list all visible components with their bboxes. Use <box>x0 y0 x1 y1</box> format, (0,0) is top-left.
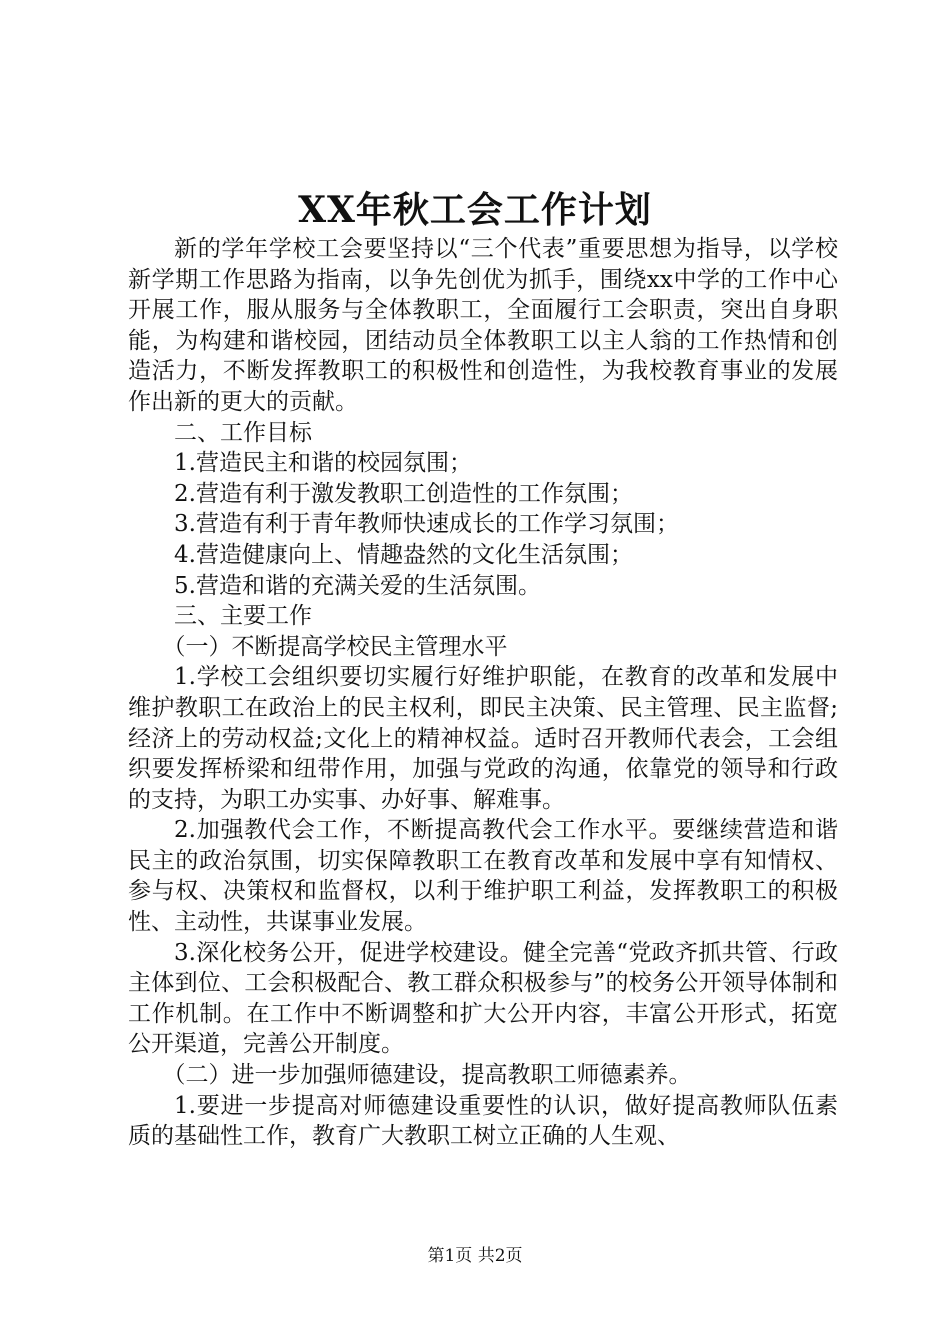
document-title: XX年秋工会工作计划 <box>298 189 652 231</box>
subsection-heading: （二）进一步加强师德建设，提高教职工师德素养。 <box>162 1062 692 1089</box>
document-body <box>128 234 838 1152</box>
section-heading-goals: 二、工作目标 <box>174 419 312 446</box>
section-heading-main-work: 三、主要工作 <box>174 603 312 630</box>
subsection-heading: （一）不断提高学校民主管理水平 <box>162 633 508 660</box>
body-paragraph: 1.要进一步提高对师德建设重要性的认识，做好提高教师队伍素质的基础性工作，教育广大教职工树立正确的人生观、 <box>128 1092 838 1150</box>
body-paragraph: 1.学校工会组织要切实履行好维护职能，在教育的改革和发展中维护教职工在政治上的民主权利，即民主决策、民主管理、民主监督;经济上的劳动权益;文化上的精神权益。适时召开教师代表会，工会组织要发挥桥梁和纽带作用，加强与党政的沟通，依靠党的领导和行政的支持，为职工办实事、办好事、解难事。 <box>128 664 838 813</box>
body-paragraph: 3.深化校务公开，促进学校建设。健全完善“党政齐抓共管、行政主体到位、工会积极配合、教工群众积极参与”的校务公开领导体制和工作机制。在工作中不断调整和扩大公开内容，丰富公开形式，拓宽公开渠道，完善公开制度。 <box>128 939 838 1058</box>
page-footer: 第1页 共2页 <box>427 1246 523 1266</box>
body-paragraph: 2.加强教代会工作，不断提高教代会工作水平。要继续营造和谐民主的政治氛围，切实保障教职工在教育改革和发展中享有知情权、参与权、决策权和监督权，以利于维护职工利益，发挥教职工的积极性、主动性，共谋事业发展。 <box>128 817 838 936</box>
goal-item: 1.营造民主和谐的校园氛围； <box>174 450 472 477</box>
goal-item: 2.营造有利于激发教职工创造性的工作氛围； <box>174 480 633 507</box>
goal-item: 5.营造和谐的充满关爱的生活氛围。 <box>174 572 541 599</box>
intro-paragraph: 新的学年学校工会要坚持以“三个代表”重要思想为指导，以学校新学期工作思路为指南，以争先创优为抓手，围绕xx中学的工作中心开展工作，服从服务与全体教职工，全面履行工会职责，突出自身职能，为构建和谐校园，团结动员全体教职工以主人翁的工作热情和创造活力，不断发挥教职工的积极性和创造性，为我校教育事业的发展作出新的更大的贡献。 <box>128 236 838 415</box>
goal-item: 4.营造健康向上、情趣盎然的文化生活氛围； <box>174 541 633 568</box>
goal-item: 3.营造有利于青年教师快速成长的工作学习氛围； <box>174 511 679 538</box>
